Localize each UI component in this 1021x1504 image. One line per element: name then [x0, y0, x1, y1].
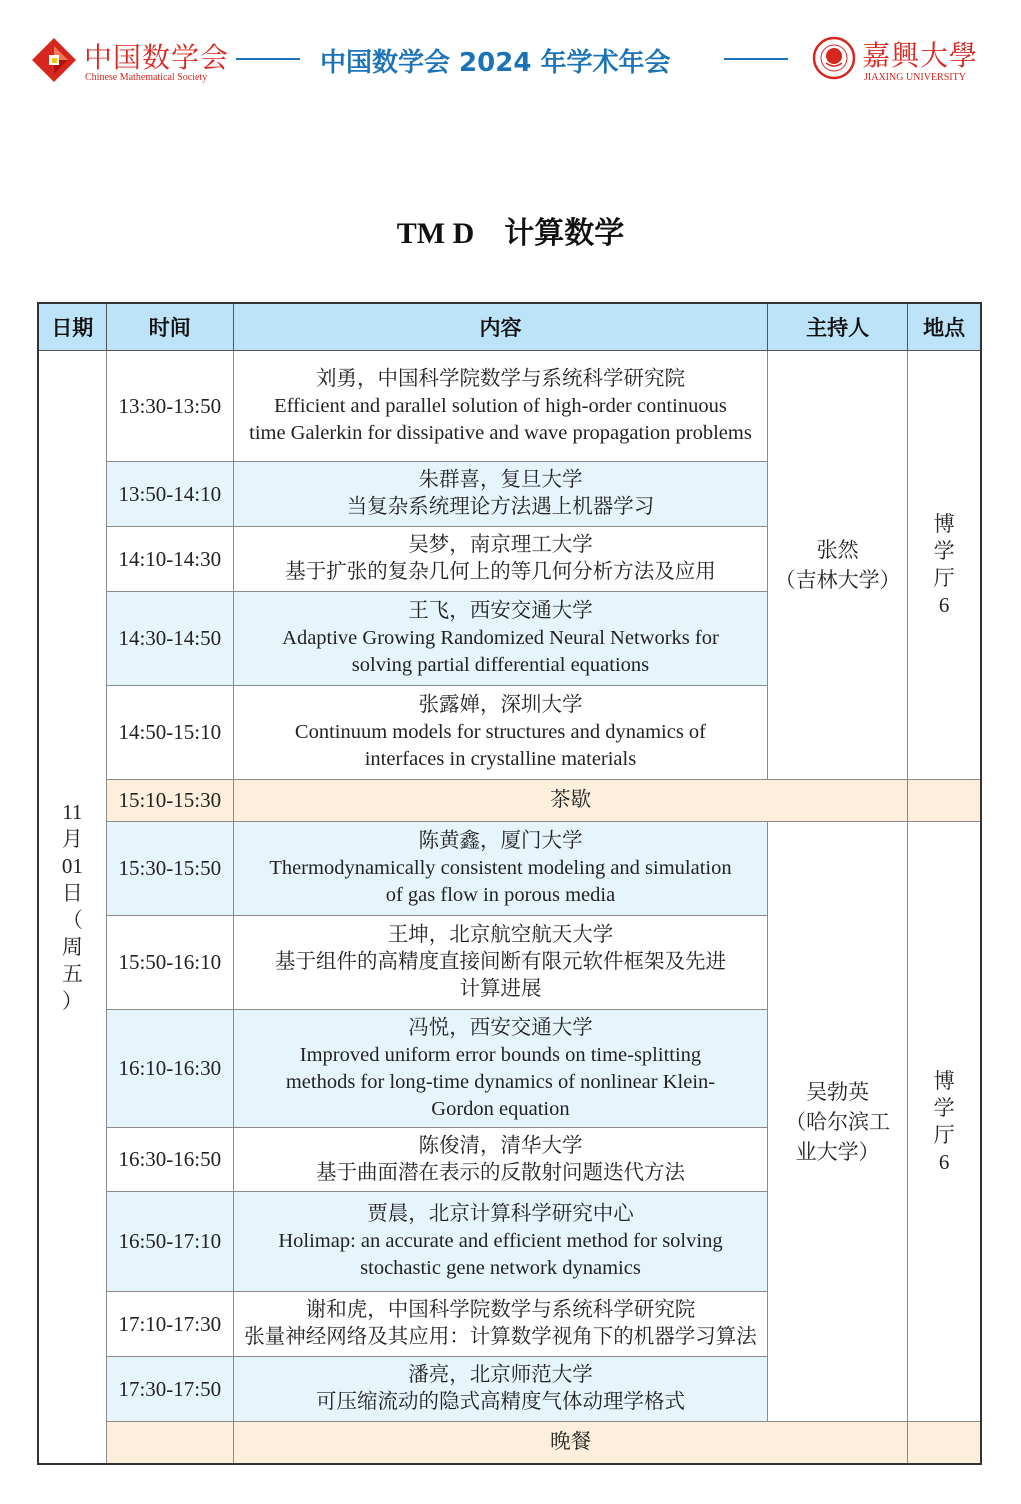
room-text: 6 [938, 1149, 950, 1174]
time-cell: 15:10-15:30 [106, 780, 233, 822]
time-cell: 17:30-17:50 [106, 1357, 233, 1422]
schedule-table [37, 302, 982, 1465]
jiaxing-logo-cn: 嘉興大學 [862, 39, 979, 72]
speaker-affiliation: 潘亮，北京师范大学 [408, 1364, 593, 1386]
date-text: （ [61, 907, 83, 932]
table-header-row [38, 303, 981, 351]
talk-content [233, 686, 767, 780]
talk-title-line: 当复杂系统理论方法遇上机器学习 [346, 496, 655, 518]
page-header [0, 20, 1021, 100]
speaker-affiliation: 王飞，西安交通大学 [408, 600, 593, 622]
talk-title-line: 基于扩张的复杂几何上的等几何分析方法及应用 [285, 561, 716, 583]
time-cell [106, 1422, 233, 1464]
speaker-affiliation: 张露婵，深圳大学 [418, 694, 583, 716]
talk-title-line: 茶歇 [550, 789, 592, 811]
date-text: 月 [61, 826, 83, 851]
talk-content [233, 1192, 767, 1292]
divider-left [236, 58, 300, 60]
host-text: 业大学） [795, 1139, 880, 1164]
time-cell: 14:30-14:50 [106, 592, 233, 686]
talk-title-line: 可压缩流动的隐式高精度气体动理学格式 [315, 1391, 685, 1413]
talk-content [233, 351, 767, 462]
column-header-time: 时间 [106, 303, 233, 351]
speaker-affiliation: 贾晨，北京计算科学研究中心 [367, 1203, 634, 1225]
schedule-body [38, 351, 981, 1464]
talk-content [233, 916, 767, 1010]
room-text: 厅 [933, 566, 955, 590]
section-name: 计算数学 [504, 216, 625, 251]
time-cell: 15:50-16:10 [106, 916, 233, 1010]
jiaxing-logo [810, 34, 990, 84]
date-text: 日 [61, 880, 83, 905]
time-cell: 15:30-15:50 [106, 822, 233, 916]
talk-title-line: time Galerkin for dissipative and wave propagation problems [249, 421, 752, 444]
talk-content [233, 592, 767, 686]
room-text: 学 [933, 1095, 955, 1120]
column-header-room: 地点 [908, 303, 981, 351]
host-text: 吴勃英 [806, 1079, 870, 1104]
time-cell: 13:50-14:10 [106, 462, 233, 527]
speaker-affiliation: 吴梦，南京理工大学 [408, 534, 593, 556]
divider-right [724, 58, 788, 60]
break-label [233, 1422, 907, 1464]
time-cell: 16:30-16:50 [106, 1128, 233, 1192]
date-text: 周 [61, 934, 83, 959]
section-code: TM D [396, 217, 475, 250]
time-cell: 14:50-15:10 [106, 686, 233, 780]
cms-logo [30, 34, 230, 84]
time-cell: 14:10-14:30 [106, 527, 233, 592]
talk-content [233, 462, 767, 527]
table-row [38, 351, 981, 462]
date-text: 五 [61, 961, 83, 986]
talk-title-line: Adaptive Growing Randomized Neural Networks for [282, 627, 719, 649]
talk-content [233, 1292, 767, 1357]
speaker-affiliation: 陈黄鑫，厦门大学 [418, 830, 583, 852]
talk-title-line: 计算进展 [459, 978, 542, 1000]
talk-title-line: solving partial differential equations [351, 654, 650, 676]
host-text: （吉林大学） [774, 568, 901, 592]
column-header-date: 日期 [38, 303, 106, 351]
page-title [0, 208, 1021, 252]
speaker-affiliation: 王坤，北京航空航天大学 [387, 924, 614, 946]
cms-logo-cn: 中国数学会 [84, 41, 230, 74]
break-label [233, 780, 907, 822]
talk-title-line: stochastic gene network dynamics [360, 1257, 641, 1279]
talk-title-line: methods for long-time dynamics of nonlinear Klein- [285, 1070, 716, 1093]
talk-title-line: 晚餐 [550, 1430, 592, 1453]
host-cell [768, 351, 908, 780]
talk-title-line: Continuum models for structures and dynamics of [294, 721, 706, 743]
jiaxing-logo-en: JIAXING UNIVERSITY [864, 72, 966, 83]
date-cell [38, 351, 106, 1464]
room-text: 学 [933, 539, 955, 563]
break-row [38, 1422, 981, 1464]
break-row [38, 780, 981, 822]
room-cell [908, 351, 981, 780]
cms-diamond-icon [32, 38, 76, 82]
talk-content [233, 822, 767, 916]
table-row [38, 822, 981, 916]
talk-title-line: 基于组件的高精度直接间断有限元软件框架及先进 [274, 951, 726, 973]
room-text: 厅 [933, 1122, 955, 1147]
host-cell [768, 822, 908, 1422]
jiaxing-seal-icon [812, 36, 856, 80]
talk-title-line: Efficient and parallel solution of high-order continuous [274, 394, 727, 417]
break-room-cell [908, 1422, 981, 1464]
time-cell: 13:30-13:50 [106, 351, 233, 462]
date-text: 11 [62, 799, 83, 824]
conference-title: 中国数学会 2024 年学术年会 [320, 48, 671, 78]
talk-content [233, 1357, 767, 1422]
date-text: ） [61, 988, 83, 1013]
room-text: 博 [933, 512, 955, 536]
talk-title-line: Thermodynamically consistent modeling and simulation [269, 857, 732, 879]
talk-title-line: Holimap: an accurate and efficient method for solving [278, 1230, 723, 1252]
room-text: 博 [933, 1068, 955, 1093]
speaker-affiliation: 陈俊清，清华大学 [418, 1134, 583, 1157]
room-cell [908, 822, 981, 1422]
column-header-host: 主持人 [768, 303, 908, 351]
talk-title-line: interfaces in crystalline materials [364, 748, 637, 770]
talk-title-line: 基于曲面潜在表示的反散射问题迭代方法 [315, 1161, 685, 1184]
time-cell: 16:10-16:30 [106, 1010, 233, 1128]
date-text: 01 [61, 853, 83, 878]
time-cell: 16:50-17:10 [106, 1192, 233, 1292]
speaker-affiliation: 谢和虎，中国科学院数学与系统科学研究院 [305, 1299, 696, 1321]
host-text: （哈尔滨工 [785, 1109, 891, 1134]
speaker-affiliation: 刘勇，中国科学院数学与系统科学研究院 [315, 367, 685, 390]
cms-logo-en: Chinese Mathematical Society [85, 72, 208, 83]
talk-title-line: of gas flow in porous media [385, 884, 616, 906]
talk-content [233, 1010, 767, 1128]
talk-title-line: 张量神经网络及其应用：计算数学视角下的机器学习算法 [244, 1326, 757, 1348]
talk-title-line: Gordon equation [431, 1097, 570, 1120]
speaker-affiliation: 冯悦，西安交通大学 [408, 1016, 593, 1039]
talk-content [233, 527, 767, 592]
speaker-affiliation: 朱群喜，复旦大学 [418, 469, 583, 491]
column-header-content: 内容 [233, 303, 767, 351]
room-text: 6 [938, 593, 950, 617]
host-text: 张然 [816, 538, 859, 562]
talk-content [233, 1128, 767, 1192]
talk-title-line: Improved uniform error bounds on time-splitting [299, 1043, 702, 1066]
time-cell: 17:10-17:30 [106, 1292, 233, 1357]
break-room-cell [908, 780, 981, 822]
